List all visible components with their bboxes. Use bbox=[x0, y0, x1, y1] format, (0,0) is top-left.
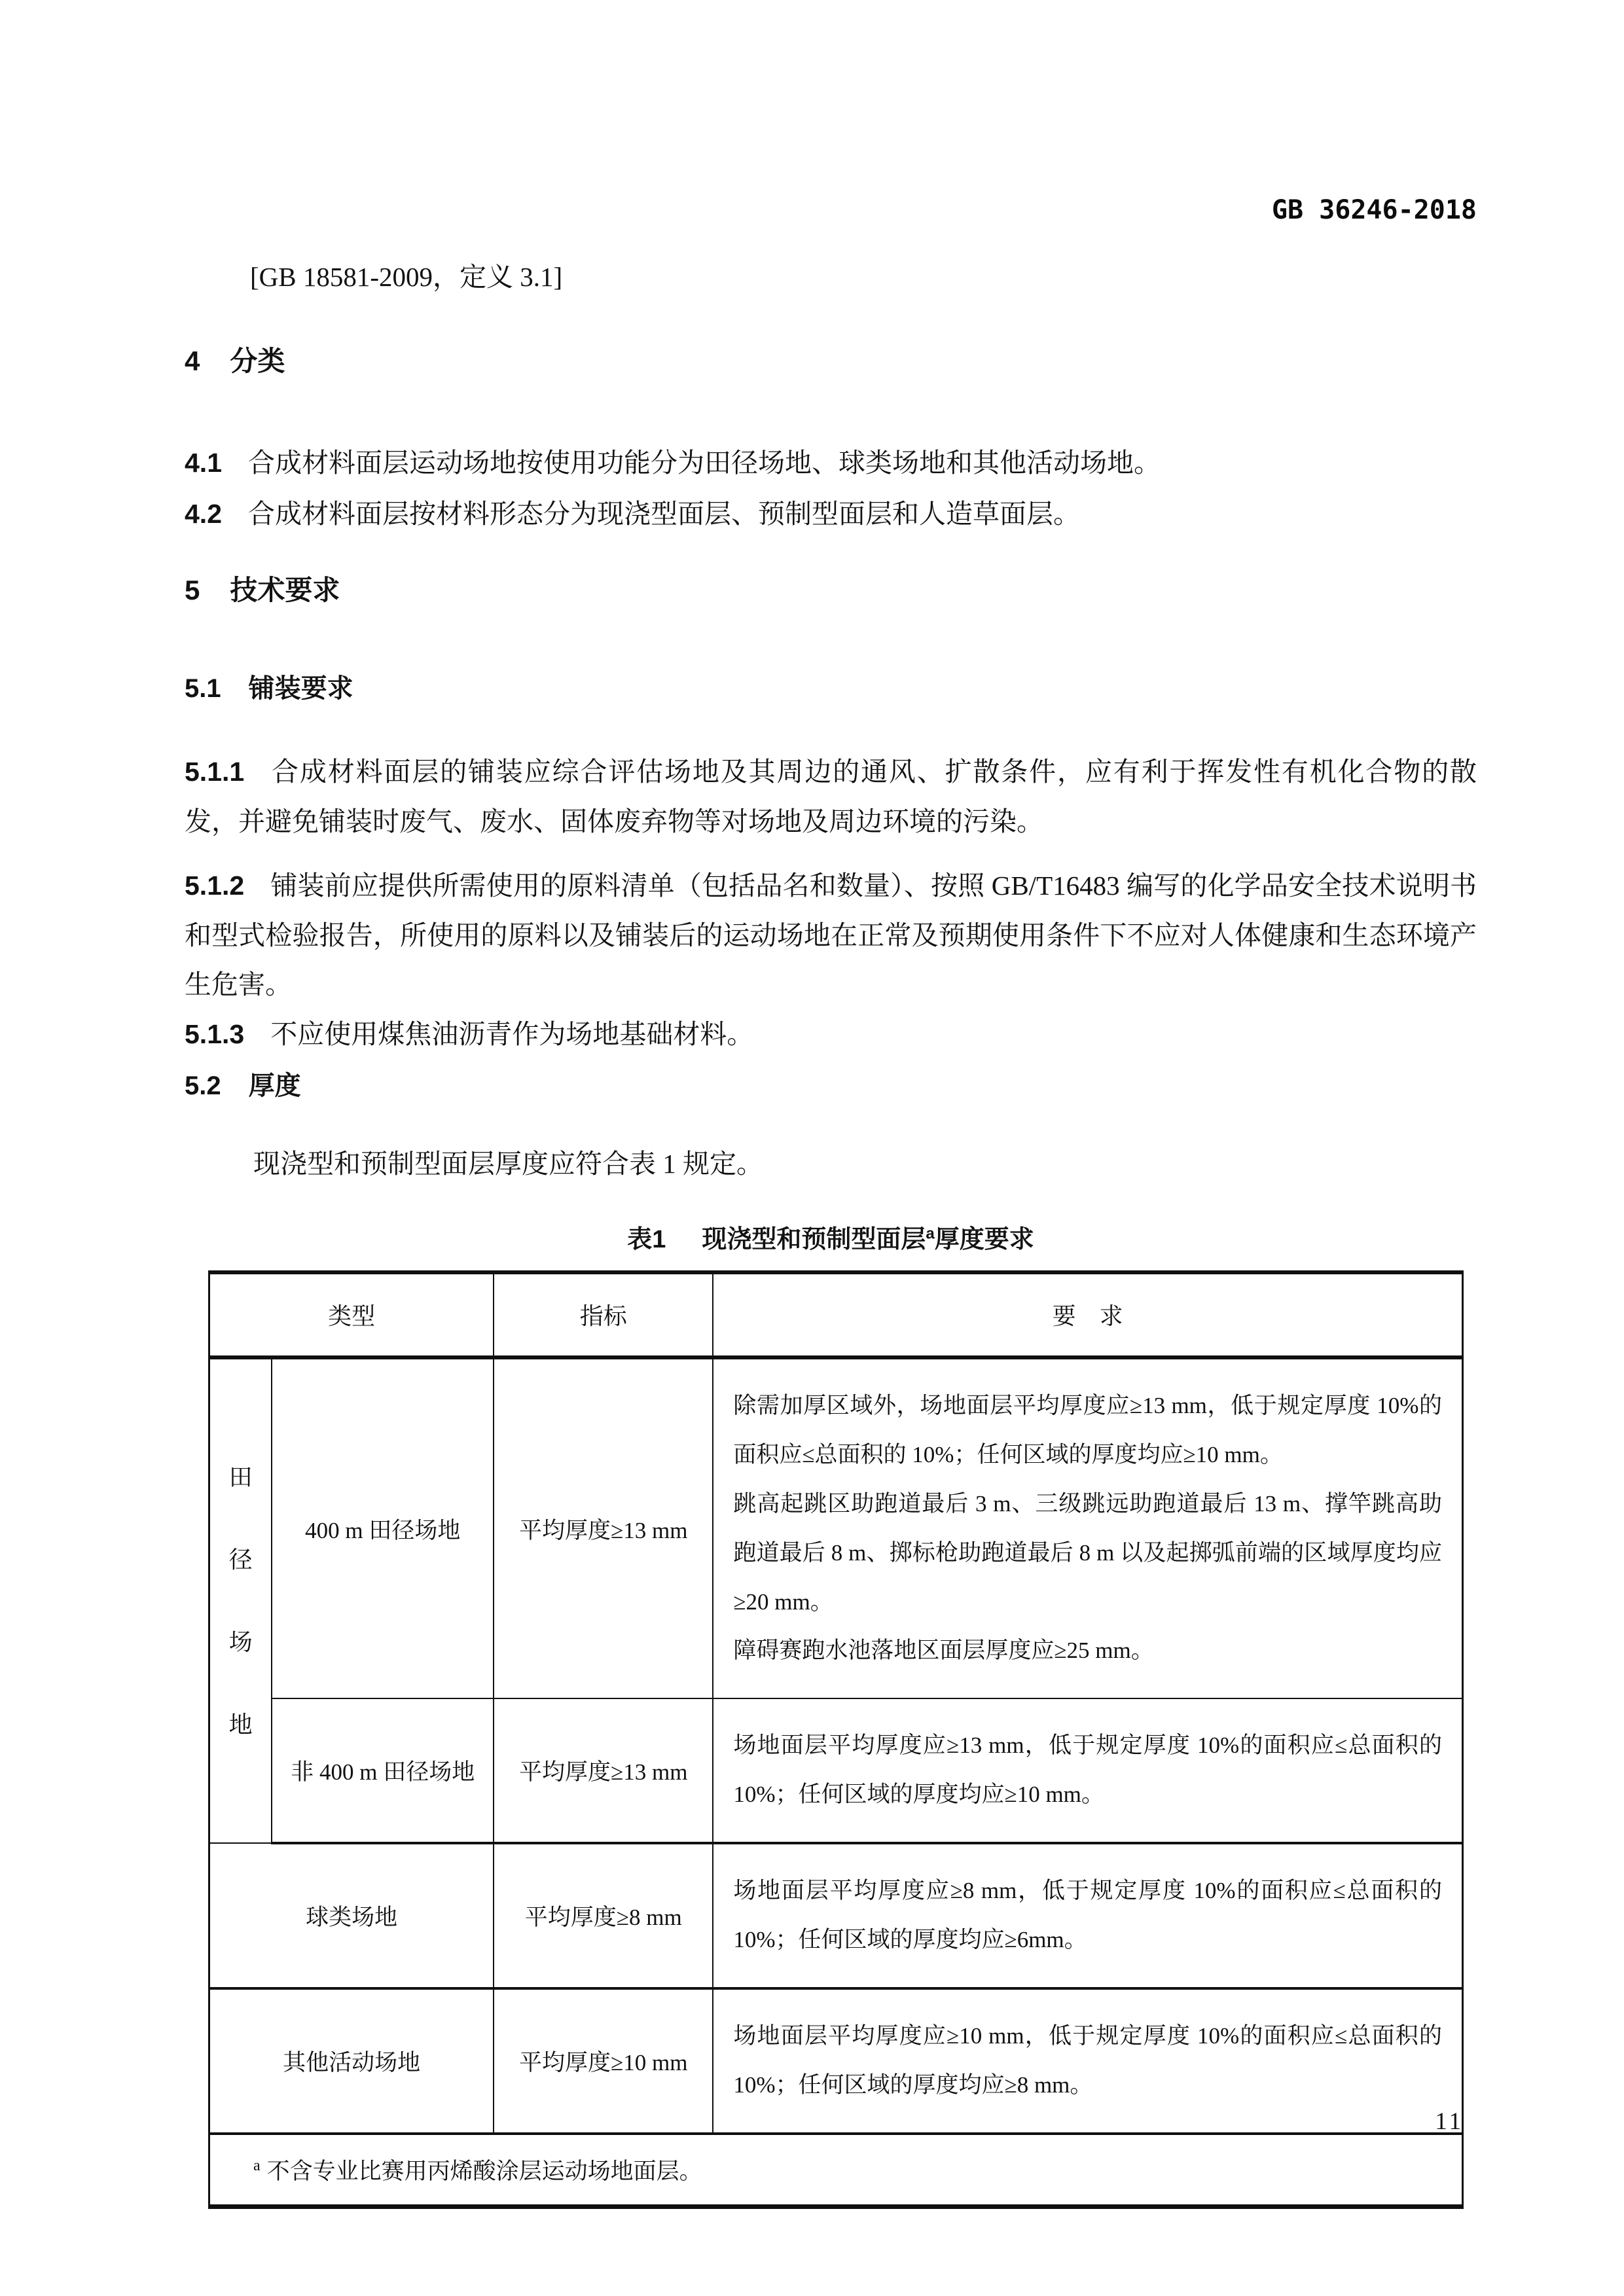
indicator-cell: 平均厚度≥13 mm bbox=[494, 1357, 713, 1698]
indicator-cell: 平均厚度≥8 mm bbox=[494, 1843, 713, 1988]
clause-5-1-3-number: 5.1.3 bbox=[185, 1019, 245, 1050]
requirement-cell bbox=[713, 1988, 1462, 2134]
requirement-paragraph: 场地面层平均厚度应≥13 mm，低于规定厚度 10%的面积应≤总面积的 10%；任何区域的厚度均应≥10 mm。 bbox=[733, 1732, 1442, 1808]
standard-code: GB 36246-2018 bbox=[1271, 195, 1477, 225]
subtype-cell: 球类场地 bbox=[209, 1843, 494, 1988]
clause-5-1-1-text: 合成材料面层的铺装应综合评估场地及其周边的通风、扩散条件，应有利于挥发性有机化合物的散发，并避免铺装时废气、废水、固体废弃物等对场地及周边环境的污染。 bbox=[185, 757, 1477, 836]
column-header-type: 类型 bbox=[209, 1272, 494, 1357]
table-1-body bbox=[209, 1357, 1463, 2134]
requirement-paragraph: 场地面层平均厚度应≥8 mm，低于规定厚度 10%的面积应≤总面积的 10%；任何区域的厚度均应≥6mm。 bbox=[733, 1878, 1442, 1952]
subtype-cell: 400 m 田径场地 bbox=[272, 1357, 494, 1698]
section-5-number: 5 bbox=[185, 574, 200, 605]
table-1-caption-footnote-marker: a bbox=[926, 1225, 935, 1243]
table-row-non-400m-track bbox=[209, 1698, 1463, 1843]
clause-5-1-2-text: 铺装前应提供所需使用的原料清单（包括品名和数量）、按照 GB/T16483 编写的化学品安全技术说明书和型式检验报告，所使用的原料以及铺装后的运动场地在正常及预期使用条件下不应对人体健康和生态环境产生危害。 bbox=[185, 870, 1477, 1000]
table-header-row bbox=[209, 1272, 1463, 1357]
requirement-paragraph: 除需加厚区域外，场地面层平均厚度应≥13 mm，低于规定厚度 10%的面积应≤总面积的 10%；任何区域的厚度均应≥10 mm。 bbox=[733, 1392, 1442, 1467]
table-row-other-activity bbox=[209, 1988, 1463, 2134]
indicator-cell: 平均厚度≥10 mm bbox=[494, 1988, 713, 2134]
clause-5-1-2 bbox=[185, 861, 1477, 1011]
section-4-title: 分类 bbox=[230, 346, 285, 376]
section-5-title: 技术要求 bbox=[230, 574, 340, 605]
section-4-heading bbox=[185, 346, 1477, 376]
section-4-number: 4 bbox=[185, 346, 200, 376]
clause-5-1-3 bbox=[185, 1010, 1477, 1060]
table-footnote bbox=[209, 2134, 1463, 2207]
section-5-1-heading bbox=[185, 674, 1477, 703]
clause-4-1-text: 合成材料面层运动场地按使用功能分为田径场地、球类场地和其他活动场地。 bbox=[248, 448, 1161, 478]
clause-4-2-text: 合成材料面层按材料形态分为现浇型面层、预制型面层和人造草面层。 bbox=[248, 499, 1080, 529]
requirement-paragraph: 障碍赛跑水池落地区面层厚度应≥25 mm。 bbox=[733, 1638, 1154, 1664]
clause-5-1-3-text: 不应使用煤焦油沥青作为场地基础材料。 bbox=[270, 1019, 754, 1050]
table-1-caption-label: 表1 bbox=[627, 1225, 666, 1253]
section-5-1-title: 铺装要求 bbox=[248, 674, 353, 704]
table-1-caption bbox=[185, 1219, 1477, 1255]
clause-5-1-2-number: 5.1.2 bbox=[185, 870, 245, 901]
requirement-cell bbox=[713, 1698, 1462, 1843]
page-number: 11 bbox=[1435, 2108, 1464, 2135]
table-1 bbox=[208, 1270, 1464, 2209]
footnote-text: 不含专业比赛用丙烯酸涂层运动场地面层。 bbox=[266, 2158, 702, 2184]
section-5-2-heading bbox=[185, 1071, 1477, 1100]
clause-4-1 bbox=[185, 439, 1477, 488]
group-cell-track-field bbox=[209, 1357, 272, 1843]
requirement-cell bbox=[713, 1357, 1462, 1698]
section-5-heading bbox=[185, 575, 1477, 605]
table-row-ball-courts bbox=[209, 1843, 1463, 1988]
section-5-2-number: 5.2 bbox=[185, 1071, 221, 1101]
column-header-requirement: 要 求 bbox=[713, 1272, 1462, 1357]
subtype-cell: 非 400 m 田径场地 bbox=[272, 1698, 494, 1843]
table-row-400m-track bbox=[209, 1357, 1463, 1698]
clause-5-1-1-number: 5.1.1 bbox=[185, 757, 245, 787]
clause-5-1-1 bbox=[185, 747, 1477, 847]
footnote-marker: a bbox=[253, 2157, 261, 2174]
reference-note: [GB 18581-2009，定义 3.1] bbox=[250, 262, 563, 292]
table-footnote-row bbox=[209, 2134, 1463, 2207]
section-5-2-paragraph: 现浇型和预制型面层厚度应符合表 1 规定。 bbox=[253, 1149, 763, 1179]
clause-4-2-number: 4.2 bbox=[185, 499, 222, 529]
table-1-caption-title-tail: 厚度要求 bbox=[934, 1225, 1034, 1253]
clause-4-2 bbox=[185, 490, 1477, 539]
subtype-cell: 其他活动场地 bbox=[209, 1988, 494, 2134]
section-5-2-title: 厚度 bbox=[248, 1071, 301, 1101]
indicator-cell: 平均厚度≥13 mm bbox=[494, 1698, 713, 1843]
requirement-paragraph: 场地面层平均厚度应≥10 mm，低于规定厚度 10%的面积应≤总面积的 10%；任何区域的厚度均应≥8 mm。 bbox=[733, 2022, 1442, 2098]
section-5-1-number: 5.1 bbox=[185, 674, 221, 704]
requirement-cell bbox=[713, 1843, 1462, 1988]
page-header bbox=[185, 195, 1477, 225]
table-1-head bbox=[209, 1272, 1463, 1357]
column-header-indicator: 指标 bbox=[494, 1272, 713, 1357]
group-label-track-field: 田径场地 bbox=[228, 1464, 253, 1738]
clause-4-1-number: 4.1 bbox=[185, 448, 222, 478]
requirement-paragraph: 跳高起跳区助跑道最后 3 m、三级跳远助跑道最后 13 m、撑竿跳高助跑道最后 8 m、掷标枪助跑道最后 8 m 以及起掷弧前端的区域厚度均应≥20 mm。 bbox=[733, 1490, 1442, 1615]
table-1-foot bbox=[209, 2134, 1463, 2207]
table-1-caption-title: 现浇型和预制型面层 bbox=[702, 1225, 926, 1253]
